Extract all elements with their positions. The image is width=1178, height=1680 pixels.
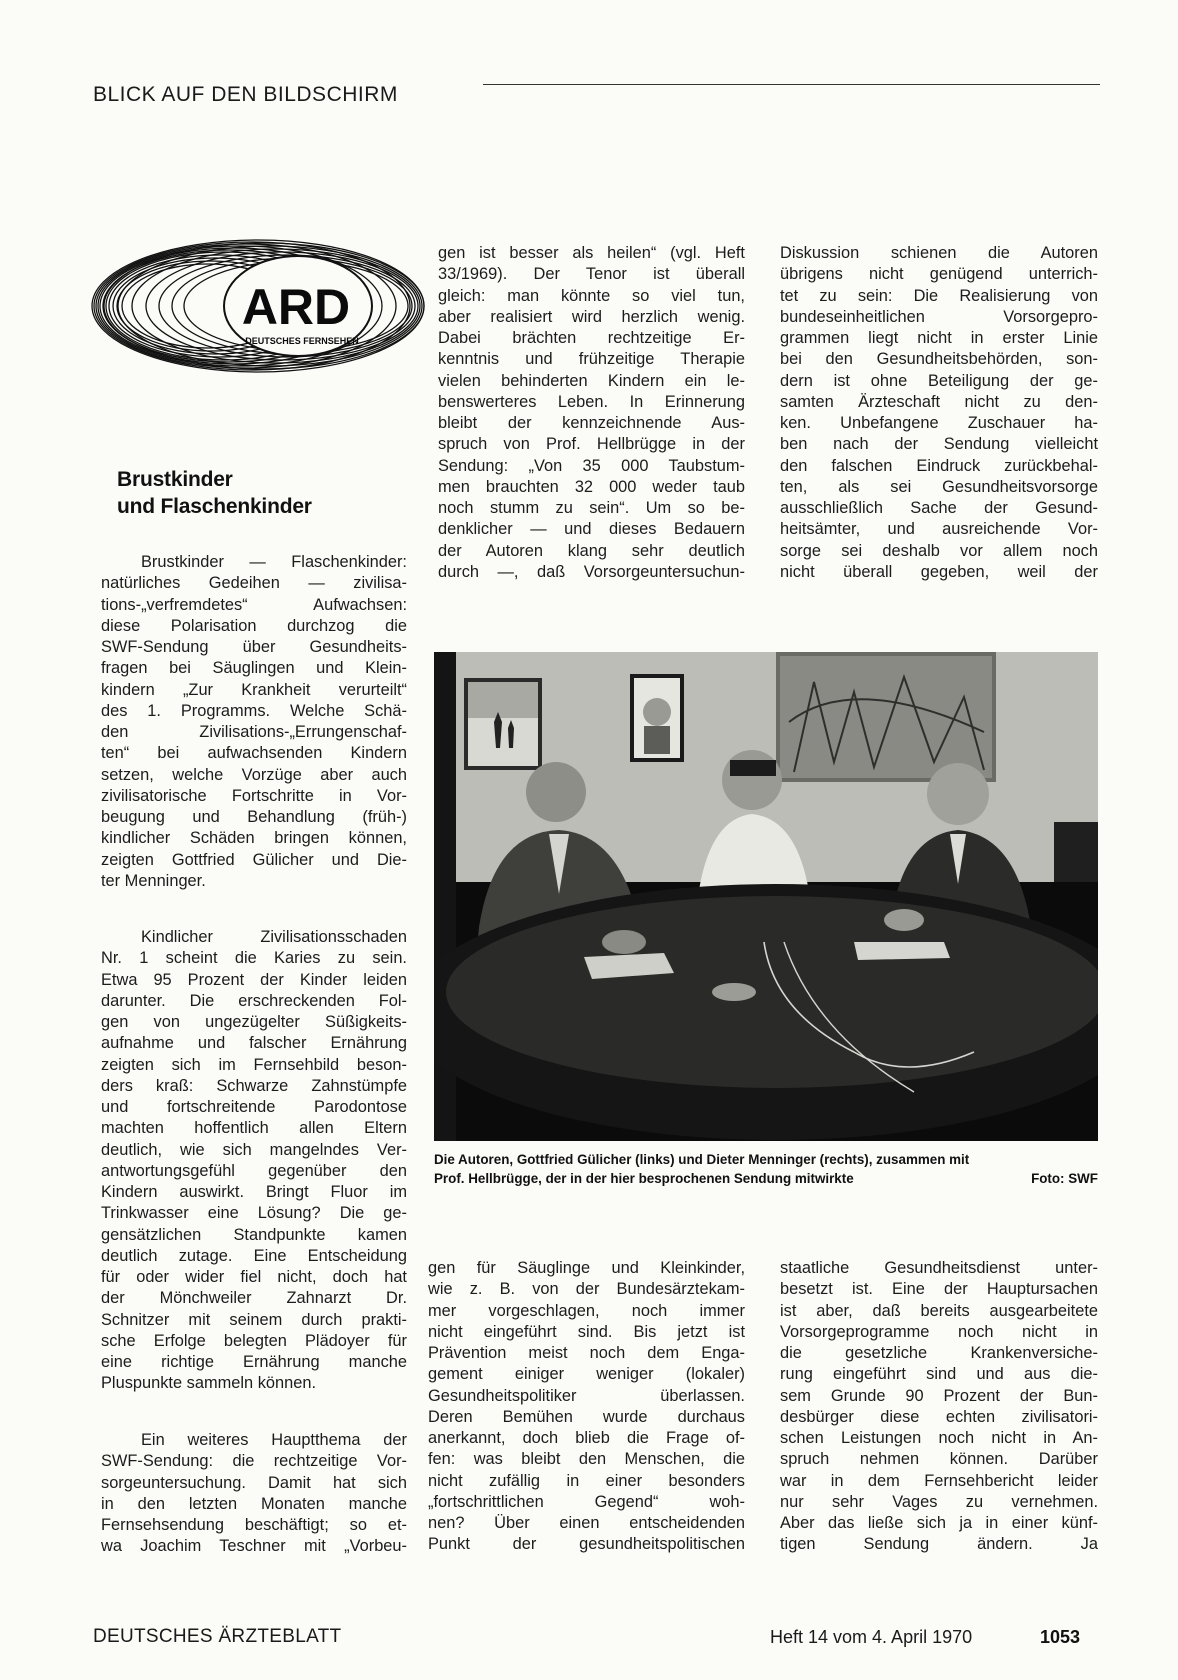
text-line: war in dem Fernsehbericht leider <box>780 1471 1098 1490</box>
headline-line-1: Brustkinder <box>117 468 233 491</box>
text-line: Pluspunkte sammeln können. <box>101 1374 317 1393</box>
text-line: Kindlicher Zivilisationsschaden <box>141 928 407 946</box>
text-line: sche Erfolge belegten Plädoyer für <box>101 1331 407 1350</box>
text-line: in den letzten Monaten manche <box>101 1494 407 1513</box>
text-line: Gesundheitspolitiker überlassen. <box>428 1386 745 1405</box>
text-line: ten, als sei Gesundheitsvorsorge <box>780 477 1098 496</box>
text-line: ausschließlich Sache der Gesund- <box>780 499 1098 517</box>
caption-line-2-row <box>434 1169 1098 1188</box>
text-line: Vorsorgeprogramme noch nicht in <box>780 1322 1098 1341</box>
text-line: ter Menninger. <box>101 871 206 890</box>
text-line: Dabei brächten rechtzeitige Er- <box>438 329 745 347</box>
text-line: antwortungsgefühl gegenüber den <box>101 1161 407 1180</box>
text-line: bleibt der kennzeichnende Aus- <box>438 414 745 432</box>
footer-issue: Heft 14 vom 4. April 1970 <box>770 1627 973 1647</box>
col3-bottom-text <box>780 1258 1098 1556</box>
text-line: zeigten Gottfried Gülicher und Die- <box>101 850 407 869</box>
text-line: für oder wider fiel nicht, doch hat <box>101 1268 407 1286</box>
text-line: ten“ bei aufwachsenden Kindern <box>101 744 407 763</box>
text-line: gen ist besser als heilen“ (vgl. Heft <box>438 244 745 262</box>
col1-paragraph-3 <box>101 1430 407 1558</box>
text-line: heitsämter, und ausreichende Vor- <box>780 520 1098 539</box>
text-line: machten hoffentlich allen Eltern <box>101 1119 407 1138</box>
text-line: tions-„verfremdetes“ Aufwachsen: <box>101 595 407 614</box>
section-title: BLICK AUF DEN BILDSCHIRM <box>93 83 398 106</box>
text-line: anerkannt, doch blieb die Frage of- <box>428 1429 745 1447</box>
text-line: „fortschrittlichen Gegend“ woh- <box>428 1492 745 1511</box>
text-line: Fernsehsendung beschäftigt; so et- <box>101 1516 407 1534</box>
text-line: durch —, daß Vorsorgeuntersuchun- <box>438 562 745 581</box>
text-line: rung eingeführt sind und aus die- <box>780 1365 1098 1384</box>
text-line: beugung und Behandlung (früh-) <box>101 808 407 826</box>
text-line: Sendung: „Von 35 000 Taubstum- <box>438 456 745 475</box>
text-line: noch stumm zu sein“. Um so be- <box>438 499 745 517</box>
col3-top-text <box>780 243 1098 583</box>
text-line: staatliche Gesundheitsdienst unter- <box>780 1259 1098 1277</box>
text-line: denklicher — und dieses Bedauern <box>438 520 745 539</box>
text-line: zivilisatorische Fortschritte in Vor- <box>101 786 407 805</box>
text-line: besetzt ist. Eine der Hauptursachen <box>780 1280 1098 1299</box>
text-line: ken. Unbefangene Zuschauer ha- <box>780 414 1098 432</box>
text-line: nicht überall gegeben, weil der <box>780 562 1098 581</box>
text-line: gen für Säuglinge und Kleinkinder, <box>428 1259 745 1277</box>
col2-bottom-text <box>428 1258 745 1556</box>
text-line: Punkt der gesundheitspolitischen <box>428 1535 745 1554</box>
text-line: bei den Gesundheitsbehörden, son- <box>780 350 1098 369</box>
text-line: setzen, welche Vorzüge aber auch <box>101 765 407 784</box>
text-line: aufnahme und falscher Ernährung <box>101 1034 407 1053</box>
photo-caption <box>434 1150 1098 1188</box>
text-line: ben nach der Sendung vielleicht <box>780 435 1098 454</box>
text-line: den falschen Eindruck zurückbehal- <box>780 456 1098 475</box>
text-line: der Autoren klang sehr deutlich <box>438 541 745 560</box>
text-line: gement einiger weniger (lokaler) <box>428 1365 745 1384</box>
text-line: Brustkinder — Flaschenkinder: <box>141 553 407 571</box>
text-line: Ein weiteres Hauptthema der <box>141 1431 407 1449</box>
caption-line-2: Prof. Hellbrügge, der in der hier besprochenen Sendung mitwirkte <box>434 1171 854 1186</box>
text-line: samten Ärzteschaft nicht zu den- <box>780 392 1098 411</box>
text-line: wa Joachim Teschner mit „Vorbeu- <box>101 1537 407 1556</box>
text-line: SWF-Sendung über Gesundheits- <box>101 638 407 656</box>
article-photo <box>434 652 1098 1141</box>
ard-logo <box>90 238 426 374</box>
col2-top-text <box>438 243 745 583</box>
text-line: Nr. 1 scheint die Karies zu sein. <box>101 949 407 968</box>
text-line: kindern „Zur Krankheit verurteilt“ <box>101 680 407 699</box>
text-line: Schnitzer mit seinem durch prakti- <box>101 1310 407 1329</box>
text-line: sorge sei deshalb vor allem noch <box>780 541 1098 560</box>
text-line: natürliches Gedeihen — zivilisa- <box>101 574 407 593</box>
text-line: Trinkwasser eine Lösung? Die ge- <box>101 1204 407 1223</box>
text-line: tet zu sein: Die Realisierung von <box>780 286 1098 305</box>
caption-line-1: Die Autoren, Gottfried Gülicher (links) und Dieter Menninger (rechts), zusammen mit <box>434 1152 970 1167</box>
text-line: deutlich zutage. Eine Entscheidung <box>101 1246 407 1265</box>
text-line: spruch von Prof. Hellbrügge in der <box>438 435 745 454</box>
page-number: 1053 <box>1040 1627 1081 1647</box>
text-line: wie z. B. von der Bundesärztekam- <box>428 1280 745 1299</box>
text-line: Kindern auswirkt. Bringt Fluor im <box>101 1183 407 1201</box>
logo-sub-text: DEUTSCHES FERNSEHEN <box>245 336 359 346</box>
text-line: fen: was bleibt den Menschen, die <box>428 1450 745 1469</box>
text-line: schen Leistungen noch nicht in An- <box>780 1429 1098 1447</box>
text-line: darunter. Die erschreckenden Fol- <box>101 991 407 1010</box>
article-headline <box>117 466 312 520</box>
text-line: fragen bei Säuglingen und Klein- <box>101 659 407 678</box>
text-line: übrigens nicht genügend unterrich- <box>780 265 1098 284</box>
text-line: Etwa 95 Prozent der Kinder leiden <box>101 970 407 989</box>
text-line: sorgeuntersuchung. Damit hat sich <box>101 1473 407 1492</box>
text-line: grammen liegt nicht in erster Linie <box>780 329 1098 347</box>
text-line: nicht zufällig in einer besonders <box>428 1471 745 1490</box>
photo-credit: Foto: SWF <box>1031 1171 1098 1186</box>
text-line: diese Polarisation durchzog die <box>101 616 407 635</box>
text-line: ist aber, daß bereits ausgearbeitete <box>780 1301 1098 1320</box>
text-line: Prävention meist noch dem Enga- <box>428 1344 745 1362</box>
text-line: desbürger diese echten zivilisatori- <box>780 1407 1098 1426</box>
text-line: nen? Über einen entscheidenden <box>428 1514 745 1532</box>
text-line: spruch nehmen können. Darüber <box>780 1450 1098 1469</box>
text-line: nicht eingeführt sind. Bis jetzt ist <box>428 1322 745 1341</box>
headline-line-2: und Flaschenkinder <box>117 495 312 518</box>
text-line: der Mönchweiler Zahnarzt Dr. <box>101 1289 407 1308</box>
text-line: gen von ungezügelter Süßigkeits- <box>101 1013 407 1031</box>
logo-main-text: ARD <box>241 279 351 335</box>
text-line: aber realisiert wird herzlich wenig. <box>438 307 745 326</box>
header-rule <box>483 84 1100 85</box>
col1-paragraph-1 <box>101 552 407 892</box>
col1-paragraph-2 <box>101 927 407 1395</box>
text-line: men brauchten 32 000 weder taub <box>438 477 745 496</box>
text-line: benswerteres Leben. In Erinnerung <box>438 392 745 411</box>
text-line: zeigten sich im Fernsehbild beson- <box>101 1055 407 1074</box>
text-line: sem Grunde 90 Prozent der Bun- <box>780 1386 1098 1405</box>
text-line: Diskussion schienen die Autoren <box>780 244 1098 262</box>
footer-journal-name: DEUTSCHES ÄRZTEBLATT <box>93 1626 342 1647</box>
text-line: SWF-Sendung: die rechtzeitige Vor- <box>101 1452 407 1471</box>
text-line: dern ist ohne Beteiligung der ge- <box>780 371 1098 390</box>
text-line: kindlicher Schäden bringen können, <box>101 829 407 848</box>
text-line: tigen Sendung ändern. Ja <box>780 1535 1098 1554</box>
text-line: den Zivilisations-„Errungenschaf- <box>101 723 407 741</box>
text-line: eine richtige Ernährung manche <box>101 1353 407 1371</box>
text-line: deutlich, wie sich mangelndes Ver- <box>101 1140 407 1159</box>
text-line: nur sehr Vages zu vernehmen. <box>780 1492 1098 1511</box>
text-line: kenntnis und frühzeitige Therapie <box>438 350 745 369</box>
text-line: bundeseinheitlichen Vorsorgepro- <box>780 307 1098 326</box>
text-line: und fortschreitende Parodontose <box>101 1098 407 1116</box>
text-line: die gesetzliche Krankenversiche- <box>780 1344 1098 1362</box>
text-line: des 1. Programms. Welche Schä- <box>101 701 407 720</box>
text-line: ders kraß: Schwarze Zahnstümpfe <box>101 1076 407 1095</box>
text-line: mer vorgeschlagen, noch immer <box>428 1301 745 1320</box>
text-line: Deren Bemühen wurde durchaus <box>428 1407 745 1426</box>
text-line: vielen behinderten Kindern ein le- <box>438 371 745 390</box>
text-line: gensätzlichen Standpunkte kamen <box>101 1225 407 1244</box>
text-line: gleich: man könnte so viel tun, <box>438 286 745 305</box>
text-line: 33/1969). Der Tenor ist überall <box>438 265 745 284</box>
text-line: Aber das ließe sich ja in einer künf- <box>780 1514 1098 1532</box>
